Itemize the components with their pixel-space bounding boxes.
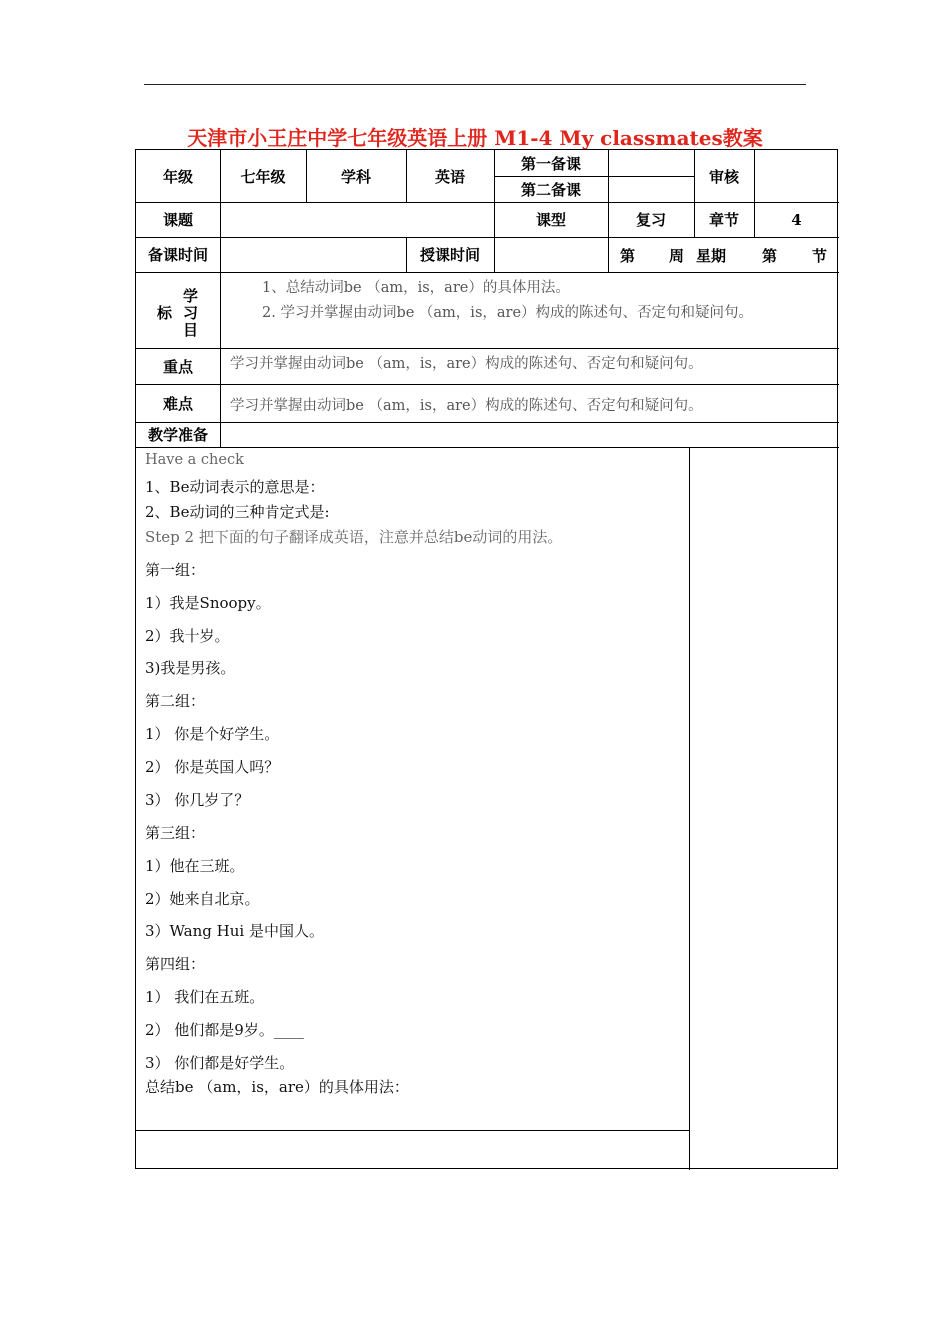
sentence-item: 3)我是男孩。 [145, 659, 236, 677]
sentence-item: 2）我十岁。 [145, 627, 230, 645]
grade-label: 年级 [162, 167, 193, 186]
second-prep-value[interactable] [608, 176, 694, 202]
sentence-item: 1） 我们在五班。 [145, 988, 265, 1006]
first-prep-label: 第一备课 [520, 154, 581, 173]
group-heading: 第三组： [145, 824, 206, 842]
group-heading: 第一组： [145, 561, 206, 579]
weekday: 星期 [696, 247, 727, 265]
sentence-item: 3）Wang Hui 是中国人。 [145, 922, 324, 940]
lesson-plan-table [135, 149, 838, 1169]
topic-value[interactable] [220, 202, 494, 237]
page-title: 天津市小王庄中学七年级英语上册 M1-4 My classmates教案 [187, 126, 763, 150]
key-point-label: 重点 [162, 357, 193, 376]
notes-cell[interactable] [136, 1131, 689, 1169]
objectives-label-char: 习 [183, 304, 199, 322]
teach-time-value[interactable] [494, 237, 608, 272]
group-heading: 第二组： [145, 692, 206, 710]
week-zhou: 周 [669, 247, 685, 265]
difficulty-label: 难点 [162, 394, 193, 413]
subject-label: 学科 [340, 167, 371, 186]
question-2: 2、Be动词的三种肯定式是: [145, 503, 330, 521]
first-prep-value[interactable] [608, 150, 694, 176]
sentence-item: 2） 他们都是9岁。____ [145, 1021, 304, 1039]
sentence-item: 3） 你几岁了？ [145, 791, 250, 809]
side-notes-column[interactable] [690, 448, 838, 1169]
teach-time-label: 授课时间 [419, 246, 480, 264]
sentence-item: 1）我是Snoopy。 [145, 594, 271, 612]
preparation-value[interactable] [220, 422, 839, 447]
period-di: 第 [762, 247, 778, 265]
objective-item: 2. 学习并掌握由动词be （am，is，are）构成的陈述句、否定句和疑问句。 [262, 305, 754, 321]
sentence-item: 1）他在三班。 [145, 857, 245, 875]
objectives-label-char: 学 [183, 287, 199, 305]
row-divider [136, 384, 839, 385]
period-jie: 节 [812, 247, 828, 265]
group-heading: 第四组： [145, 955, 206, 973]
review-label: 审核 [708, 167, 739, 186]
type-label: 课型 [535, 211, 566, 229]
summary-prompt: 总结be （am，is，are）的具体用法： [145, 1078, 409, 1096]
objectives-label-char: 目 [183, 321, 199, 339]
row-divider [136, 272, 839, 273]
preparation-label: 教学准备 [147, 426, 208, 444]
objectives-label-char: 标 [157, 304, 173, 322]
topic-label: 课题 [162, 211, 193, 229]
difficulty-text: 学习并掌握由动词be （am，is，are）构成的陈述句、否定句和疑问句。 [230, 398, 703, 414]
sentence-item: 2） 你是英国人吗？ [145, 758, 280, 776]
type-value: 复习 [635, 211, 666, 229]
row-divider [136, 348, 839, 349]
subject-value: 英语 [434, 167, 465, 186]
second-prep-label: 第二备课 [520, 180, 581, 199]
question-1: 1、Be动词表示的意思是： [145, 478, 325, 496]
prep-time-value[interactable] [220, 237, 406, 272]
grade-value: 七年级 [240, 167, 286, 186]
chapter-value: 4 [791, 210, 802, 229]
step-2-instruction: Step 2 把下面的句子翻译成英语，注意并总结be动词的用法。 [145, 528, 563, 546]
sentence-item: 1） 你是个好学生。 [145, 725, 280, 743]
objective-item: 1、总结动词be （am，is，are）的具体用法。 [262, 280, 570, 296]
prep-time-label: 备课时间 [147, 246, 208, 264]
week-di: 第 [620, 247, 636, 265]
sentence-item: 3） 你们都是好学生。 [145, 1054, 295, 1072]
header-rule [144, 84, 806, 85]
chapter-label: 章节 [708, 211, 739, 229]
key-point-text: 学习并掌握由动词be （am，is，are）构成的陈述句、否定句和疑问句。 [230, 356, 703, 372]
have-check-heading: Have a check [145, 452, 244, 468]
sentence-item: 2）她来自北京。 [145, 890, 260, 908]
review-value[interactable] [754, 150, 839, 202]
